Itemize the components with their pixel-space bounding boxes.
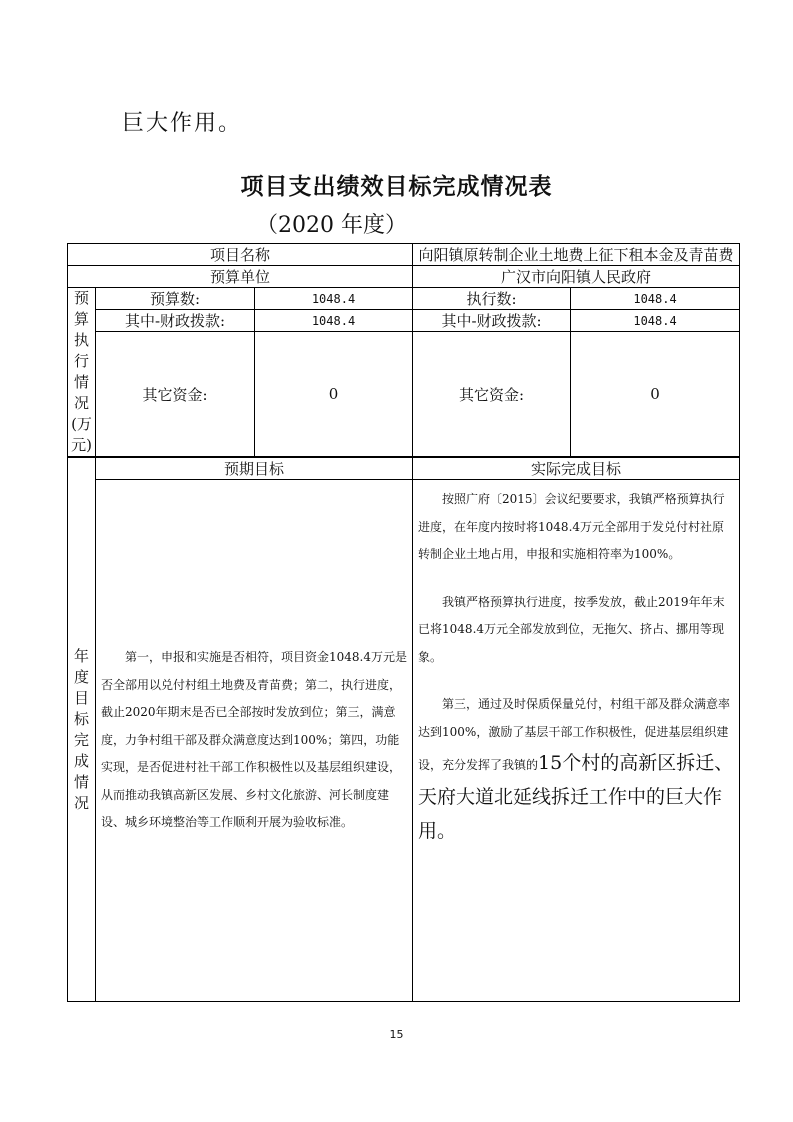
performance-table xyxy=(67,243,740,1002)
fiscal-execution-value: 1048.4 xyxy=(571,310,740,332)
budget-unit-value: 广汉市向阳镇人民政府 xyxy=(413,266,740,288)
actual-goal-text: 按照广府〔2015〕会议纪要要求，我镇严格预算执行进度，在年度内按时将1048.4万元全部用于发兑付村社原转制企业土地占用，申报和实施相符率为100%。 我镇严格预算执行进度，按季发放，截止2019年年末已将1048.4万元全部发放到位，无拖欠、挤占、挪用等现象。 第三，通过及时保质保量兑付，村组干部及群众满意率达到100%，激励了基层干部工作积极性，促进基层组织建设，充分发挥了我镇的15个村的高新区拆迁、天府大道北延线拆迁工作中的巨大作用。 xyxy=(413,480,740,1002)
execution-amount-value: 1048.4 xyxy=(571,288,740,310)
budget-amount-value: 1048.4 xyxy=(255,288,413,310)
lead-text: 巨大作用。 xyxy=(122,111,243,136)
execution-amount-label: 执行数: xyxy=(413,288,571,310)
other-funds-budget-label: 其它资金: xyxy=(96,332,255,457)
budget-execution-side-label: 预 算 执 行 情 况 (万 元) xyxy=(68,288,96,458)
budget-unit-label: 预算单位 xyxy=(68,266,413,288)
page-number: 15 xyxy=(389,1028,404,1041)
year-label: （2020 年度） xyxy=(256,213,407,238)
page-title: 项目支出绩效目标完成情况表 xyxy=(240,174,553,200)
budget-amount-label: 预算数: xyxy=(96,288,255,310)
other-funds-budget-value: 0 xyxy=(255,332,413,457)
other-funds-execution-label: 其它资金: xyxy=(413,332,571,457)
other-funds-execution-value: 0 xyxy=(571,332,740,457)
project-name-value: 向阳镇原转制企业土地费上征下租本金及青苗费 xyxy=(413,244,740,266)
annual-goal-side-label: 年 度 目 标 完 成 情 况 xyxy=(68,457,96,1002)
fiscal-budget-label: 其中-财政拨款: xyxy=(96,310,255,332)
expected-goal-header: 预期目标 xyxy=(96,457,413,480)
fiscal-budget-value: 1048.4 xyxy=(255,310,413,332)
expected-goal-text: 第一，申报和实施是否相符，项目资金1048.4万元是否全部用以兑付村组土地费及青苗费；第二，执行进度，截止2020年期末是否已全部按时发放到位；第三，满意度，力争村组干部及群众满意度达到100%；第四，功能实现，是否促进村社干部工作积极性以及基层组织建设，从而推动我镇高新区发展、乡村文化旅游、河长制度建设、城乡环境整治等工作顺利开展为验收标准。 xyxy=(96,480,413,1002)
project-name-label: 项目名称 xyxy=(68,244,413,266)
fiscal-execution-label: 其中-财政拨款: xyxy=(413,310,571,332)
actual-goal-header: 实际完成目标 xyxy=(413,457,740,480)
